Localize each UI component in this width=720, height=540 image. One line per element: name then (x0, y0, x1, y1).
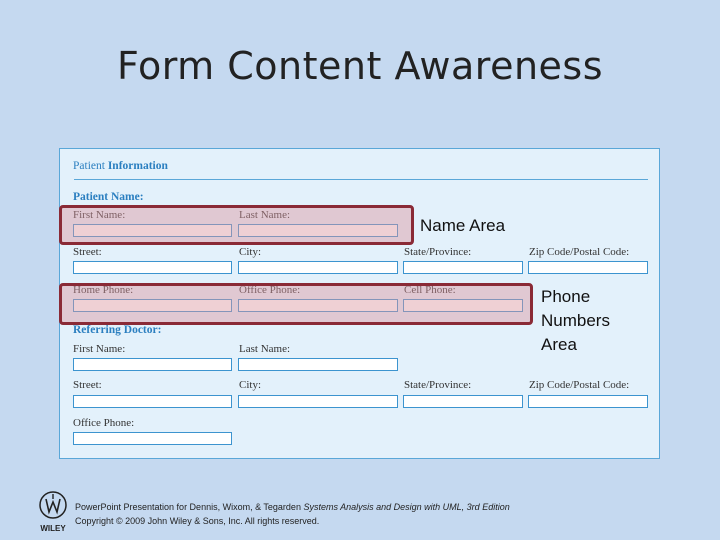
ref-state-label: State/Province: (404, 379, 472, 391)
patient-name-heading: Patient Name: (73, 191, 144, 203)
ref-office-phone-label: Office Phone: (73, 417, 135, 429)
referring-doctor-heading: Referring Doctor: (73, 324, 162, 336)
city-label: City: (239, 246, 262, 258)
slide-title: Form Content Awareness (116, 44, 604, 88)
section-divider (74, 179, 648, 180)
name-area-highlight (59, 205, 414, 245)
ref-state-field[interactable] (403, 395, 523, 408)
cell-phone-label: Cell Phone: (404, 284, 456, 296)
ref-zip-label: Zip Code/Postal Code: (529, 379, 630, 391)
phone-callout-line1: Phone (541, 287, 591, 306)
ref-street-label: Street: (73, 379, 102, 391)
footer-line1: PowerPoint Presentation for Dennis, Wixom, & Tegarden Systems Analysis and Design with UML, 3rd Edition (75, 502, 510, 512)
ref-zip-field[interactable] (528, 395, 648, 408)
state-label: State/Province: (404, 246, 472, 258)
street-field[interactable] (73, 261, 232, 274)
ref-city-label: City: (239, 379, 262, 391)
ref-street-field[interactable] (73, 395, 232, 408)
footer (75, 500, 510, 528)
phone-area-highlight (59, 283, 533, 325)
ref-last-name-label: Last Name: (239, 343, 291, 355)
zip-field[interactable] (528, 261, 648, 274)
state-field[interactable] (403, 261, 523, 274)
phone-area-callout (541, 285, 691, 357)
wiley-logo-text: WILEY (40, 524, 66, 533)
ref-city-field[interactable] (238, 395, 398, 408)
zip-label: Zip Code/Postal Code: (529, 246, 630, 258)
section-patient-information: Patient Information (73, 160, 168, 172)
phone-callout-line2: Numbers (541, 311, 610, 330)
phone-callout-line3: Area (541, 335, 577, 354)
first-name-label: First Name: (73, 209, 126, 221)
footer-copyright: Copyright © 2009 John Wiley & Sons, Inc. All rights reserved. (75, 516, 320, 526)
office-phone-label: Office Phone: (239, 284, 301, 296)
ref-office-phone-field[interactable] (73, 432, 232, 445)
last-name-label: Last Name: (239, 209, 291, 221)
ref-first-name-label: First Name: (73, 343, 126, 355)
wiley-logo (36, 490, 70, 534)
street-label: Street: (73, 246, 102, 258)
home-phone-label: Home Phone: (73, 284, 134, 296)
ref-first-name-field[interactable] (73, 358, 232, 371)
name-area-callout: Name Area (420, 216, 506, 235)
city-field[interactable] (238, 261, 398, 274)
ref-last-name-field[interactable] (238, 358, 398, 371)
